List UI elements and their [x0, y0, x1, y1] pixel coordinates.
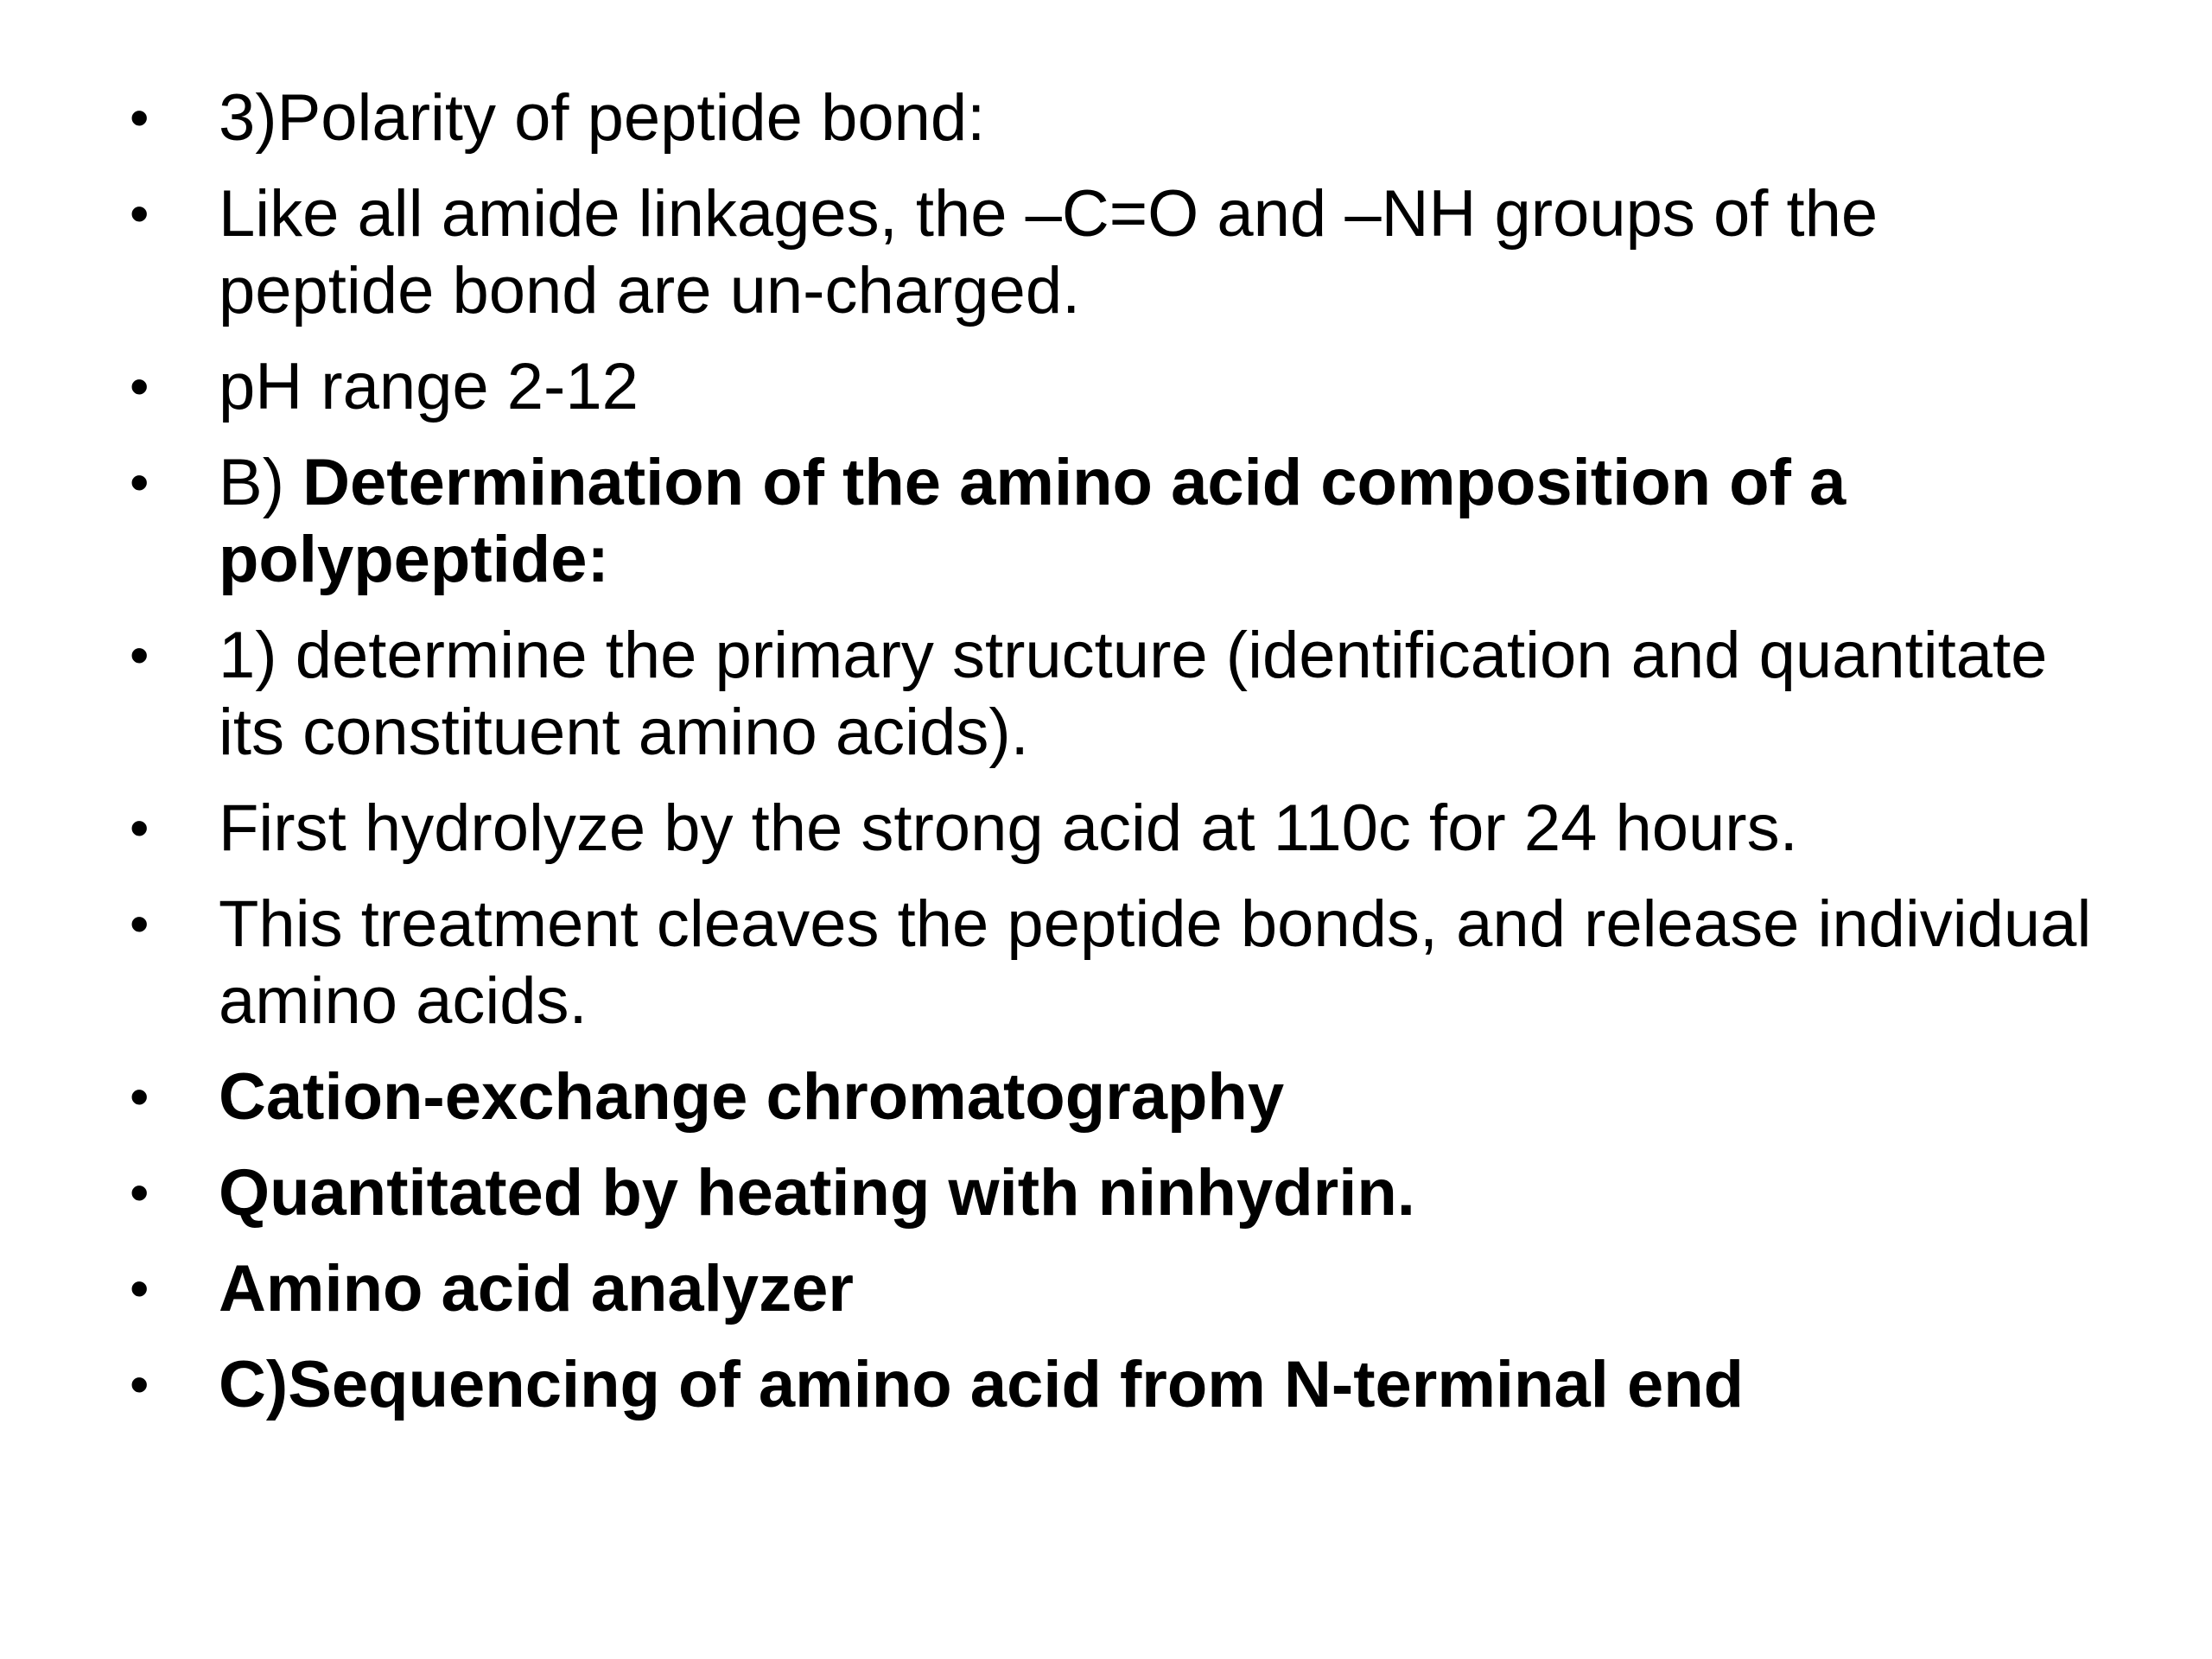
bullet-icon: •: [130, 797, 149, 859]
bullet-text-bold: Cation-exchange chromatography: [219, 1060, 1285, 1134]
bullet-prefix: B): [219, 446, 303, 519]
bullet-item-analyzer: [128, 1250, 2098, 1327]
bullet-icon: •: [130, 1161, 149, 1224]
bullet-icon: •: [130, 182, 149, 245]
bullet-text: 3)Polarity of peptide bond:: [219, 81, 986, 155]
bullet-icon: •: [130, 86, 149, 149]
bullet-text: 1) determine the primary structure (identification and quantitate its constituent amino acids).: [219, 619, 2048, 769]
bullet-item-amide-linkages: [128, 175, 2098, 329]
bullet-icon: •: [130, 451, 149, 513]
bullet-item-ninhydrin: [128, 1154, 2098, 1231]
bullet-text-bold: C)Sequencing of amino acid from N-terminal end: [219, 1348, 1745, 1421]
bullet-text-bold: Determination of the amino acid composition of a polypeptide:: [219, 446, 1847, 596]
bullet-item-polarity-heading: [128, 79, 2098, 156]
bullet-icon: •: [130, 355, 149, 417]
bullet-item-cation-exchange: [128, 1058, 2098, 1135]
bullet-item-hydrolyze: [128, 790, 2098, 867]
bullet-text: Like all amide linkages, the –C=O and –NH groups of the peptide bond are un-charged.: [219, 177, 1878, 327]
bullet-item-determination-heading: [128, 444, 2098, 598]
bullet-item-primary-structure: [128, 617, 2098, 771]
bullet-text-bold: Quantitated by heating with ninhydrin.: [219, 1156, 1415, 1230]
bullet-icon: •: [130, 1353, 149, 1415]
bullet-text: First hydrolyze by the strong acid at 110c for 24 hours.: [219, 791, 1798, 865]
bullet-item-ph-range: [128, 348, 2098, 425]
bullet-item-sequencing: [128, 1346, 2098, 1423]
bullet-text: pH range 2-12: [219, 350, 639, 423]
bullet-text-bold: Amino acid analyzer: [219, 1252, 854, 1325]
bullet-icon: •: [130, 1257, 149, 1319]
bullet-icon: •: [130, 893, 149, 955]
bullet-icon: •: [130, 624, 149, 686]
bullet-list: [128, 79, 2098, 1442]
bullet-text: This treatment cleaves the peptide bonds, and release individual amino acids.: [219, 887, 2092, 1038]
bullet-item-treatment: [128, 886, 2098, 1039]
bullet-icon: •: [130, 1065, 149, 1128]
